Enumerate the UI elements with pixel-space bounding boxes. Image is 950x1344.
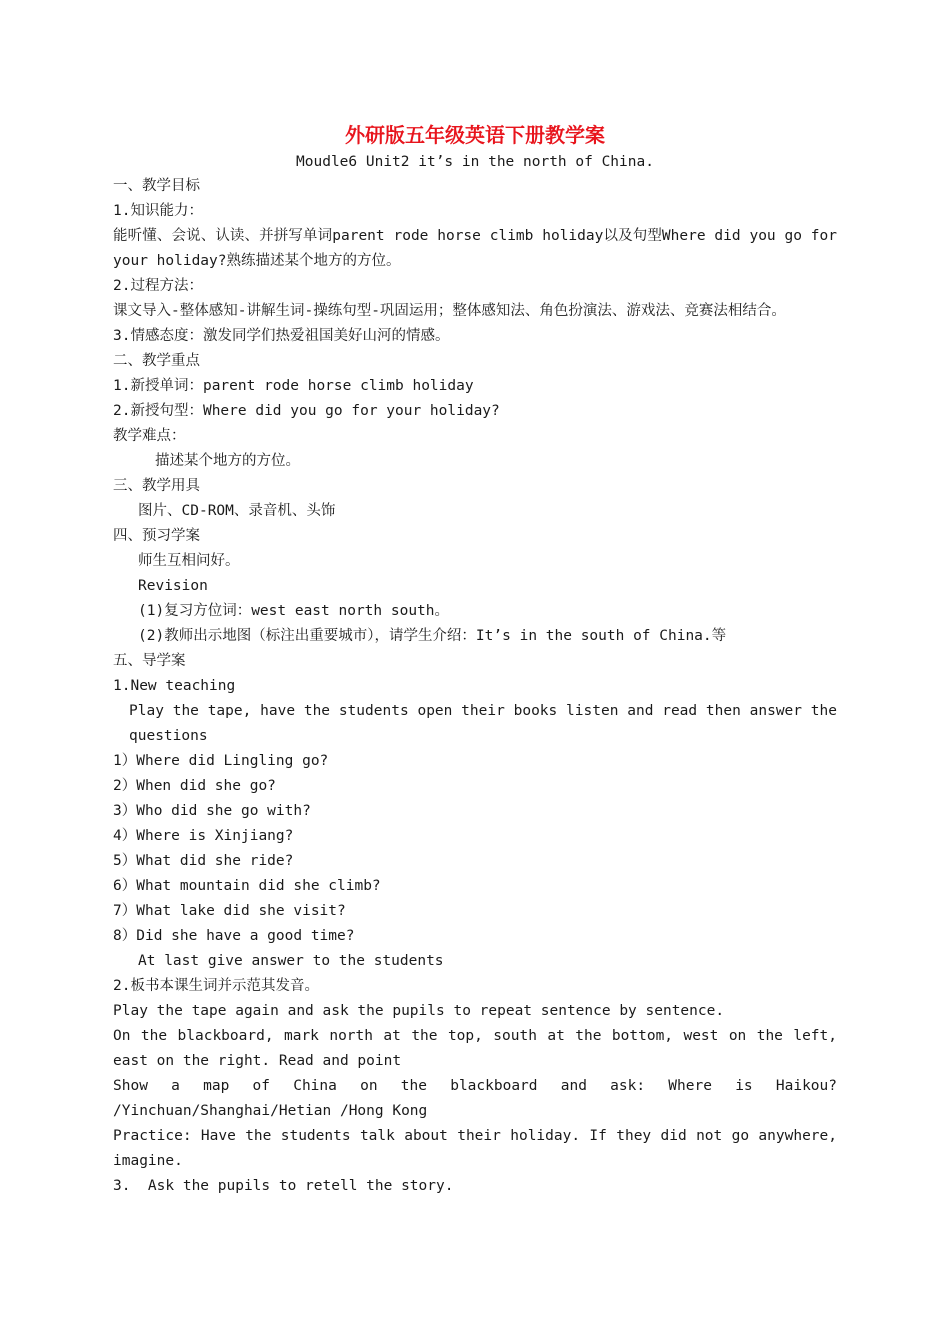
lesson-plan-document [113,120,846,1199]
text-line: 2.过程方法： [113,278,203,294]
text-line: 描述某个地方的方位。 [155,453,300,469]
question-item: 6）What mountain did she climb? [113,878,381,894]
text-line: 师生互相问好。 [138,553,240,569]
section-heading: 一、教学目标 [113,178,200,194]
section-heading: 四、预习学案 [113,528,200,544]
document-title: 外研版五年级英语下册教学案 [345,123,605,147]
paragraph: 能听懂、会说、认读、并拼写单词parent rode horse climb holiday以及句型Where did you go for your holiday?熟练描述某个地方的方位。 [113,228,846,269]
question-item: 5）What did she ride? [113,853,294,869]
text-line: 1.知识能力： [113,203,203,219]
text-line: 1.New teaching [113,678,236,694]
question-item: 8）Did she have a good time? [113,928,355,944]
section-heading: 三、教学用具 [113,478,200,494]
text-line: Revision [138,578,208,594]
question-item: 7）What lake did she visit? [113,903,346,919]
text-line: 2.板书本课生词并示范其发音。 [113,978,319,994]
document-subtitle: Moudle6 Unit2 it’s in the north of China. [296,154,654,170]
text-line: (1)复习方位词：west east north south。 [138,603,450,619]
text-line: 教学难点： [113,428,186,444]
text-line: 图片、CD-ROM、录音机、头饰 [138,503,336,519]
text-line: 3. Ask the pupils to retell the story. [113,1178,454,1194]
text-line: At last give answer to the students [138,953,444,969]
text-line: 2.新授句型：Where did you go for your holiday? [113,403,500,419]
question-item: 4）Where is Xinjiang? [113,828,294,844]
paragraph: On the blackboard, mark north at the top, south at the bottom, west on the left, east on the right. Read and point [113,1028,846,1069]
question-item: 1）Where did Lingling go? [113,753,329,769]
text-line: 3.情感态度：激发同学们热爱祖国美好山河的情感。 [113,328,450,344]
section-heading: 二、教学重点 [113,353,200,369]
paragraph: 课文导入-整体感知-讲解生词-操练句型-巩固运用；整体感知法、角色扮演法、游戏法、竞赛法相结合。 [113,303,786,319]
text-line: 1.新授单词：parent rode horse climb holiday [113,378,474,394]
paragraph: Show a map of China on the blackboard and ask: Where is Haikou? /Yinchuan/Shanghai/Hetian /Hong Kong [113,1078,846,1119]
text-line: Play the tape again and ask the pupils to repeat sentence by sentence. [113,1003,725,1019]
section-heading: 五、导学案 [113,653,186,669]
text-line: (2)教师出示地图（标注出重要城市），请学生介绍：It’s in the south of China.等 [138,628,727,644]
paragraph: Practice: Have the students talk about their holiday. If they did not go anywhere, imagine. [113,1128,846,1169]
question-item: 2）When did she go? [113,778,276,794]
question-item: 3）Who did she go with? [113,803,311,819]
paragraph: Play the tape, have the students open their books listen and read then answer the questions [129,703,846,744]
